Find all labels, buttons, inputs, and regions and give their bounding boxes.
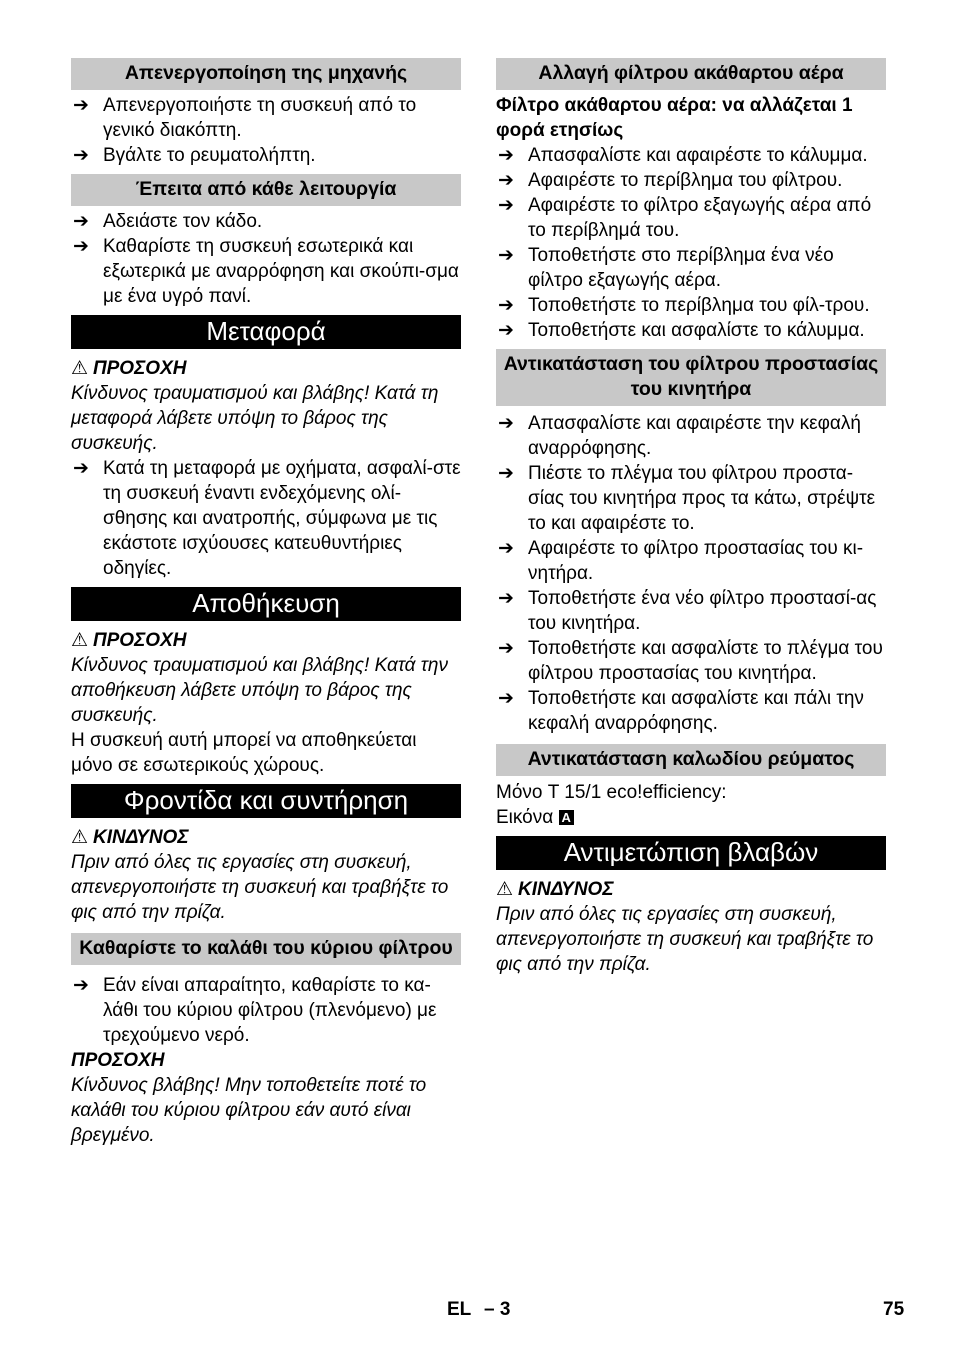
arrow-icon: ➔ [498, 638, 514, 659]
warning-triangle-icon: ⚠ [71, 630, 89, 651]
arrow-icon: ➔ [73, 145, 89, 166]
list-item: ➔ Τοποθετήστε ένα νέο φίλτρο προστασί-ας του κινητήρα. [498, 588, 877, 634]
arrow-icon: ➔ [498, 538, 514, 559]
heading-after-operation: Έπειτα από κάθε λειτουργία [71, 174, 461, 206]
list-item: ➔ Βγάλτε το ρευματολήπτη. [73, 145, 316, 166]
arrow-icon: ➔ [498, 145, 514, 166]
danger-text: Πριν από όλες τις εργασίες στη συσκευή, απενεργοποιήστε τη συσκευή και τραβήξτε το φις από την πρίζα. [71, 852, 449, 923]
heading-storage: Αποθήκευση [71, 587, 461, 621]
warning-triangle-icon: ⚠ [496, 879, 514, 900]
danger-label: ⚠ ΚΙΝΔΥΝΟΣ [71, 827, 189, 848]
heading-filter-basket: Καθαρίστε το καλάθι του κύριου φίλτρου [71, 933, 461, 965]
figure-label: A [559, 810, 574, 825]
heading-shutdown: Απενεργοποίηση της μηχανής [71, 58, 461, 90]
arrow-icon: ➔ [73, 458, 89, 479]
list-item: ➔ Τοποθετήστε και ασφαλίστε το πλέγμα του φίλτρου προστασίας του κινητήρα. [498, 638, 883, 684]
arrow-icon: ➔ [498, 295, 514, 316]
storage-note: Η συσκευή αυτή μπορεί να αποθηκεύεται μόνο σε εσωτερικούς χώρους. [71, 730, 417, 776]
arrow-icon: ➔ [498, 170, 514, 191]
arrow-icon: ➔ [498, 245, 514, 266]
page-number: 75 [883, 1299, 905, 1320]
list-item: ➔ Τοποθετήστε και ασφαλίστε το κάλυμμα. [498, 320, 865, 341]
list-item: ➔ Εάν είναι απαραίτητο, καθαρίστε το κα-λάθι του κύριου φίλτρου (πλενόμενο) με τρεχούμενο νερό. [73, 975, 437, 1046]
warning-text: Κίνδυνος τραυματισμού και βλάβης! Κατά τη μεταφορά λάβετε υπόψη το βάρος της συσκευής. [71, 383, 439, 454]
caution-text: Κίνδυνος βλάβης! Μην τοποθετείτε ποτέ το καλάθι του κύριου φίλτρου εάν αυτό είναι βρεγμένο. [71, 1075, 427, 1146]
list-item: ➔ Αφαιρέστε το φίλτρο προστασίας του κι-νητήρα. [498, 538, 864, 584]
list-item: ➔ Τοποθετήστε στο περίβλημα ένα νέο φίλτρο εξαγωγής αέρα. [498, 245, 834, 291]
caution-label: ΠΡΟΣΟΧΗ [71, 1050, 165, 1071]
arrow-icon: ➔ [73, 211, 89, 232]
heading-power-cable: Αντικατάσταση καλωδίου ρεύματος [496, 744, 886, 776]
list-item: ➔ Καθαρίστε τη συσκευή εσωτερικά και εξωτερικά με αναρρόφηση και σκούπι-σμα με ένα υγρό πανί. [73, 236, 459, 307]
list-item: ➔ Αφαιρέστε το περίβλημα του φίλτρου. [498, 170, 843, 191]
heading-exhaust-filter: Αλλαγή φίλτρου ακάθαρτου αέρα [496, 58, 886, 90]
arrow-icon: ➔ [498, 463, 514, 484]
footer-language: EL [447, 1299, 472, 1320]
arrow-icon: ➔ [498, 413, 514, 434]
arrow-icon: ➔ [498, 588, 514, 609]
arrow-icon: ➔ [498, 320, 514, 341]
left-column [71, 58, 461, 1148]
right-column [496, 58, 886, 977]
list-item: ➔ Απασφαλίστε και αφαιρέστε την κεφαλή αναρρόφησης. [498, 413, 861, 459]
heading-care-maintenance: Φροντίδα και συντήρηση [71, 784, 461, 818]
heading-troubleshooting: Αντιμετώπιση βλαβών [496, 836, 886, 870]
danger-text: Πριν από όλες τις εργασίες στη συσκευή, απενεργοποιήστε τη συσκευή και τραβήξτε το φις από την πρίζα. [496, 904, 874, 975]
warning-label: ⚠ ΠΡΟΣΟΧΗ [71, 358, 187, 379]
list-item: ➔ Αδειάστε τον κάδο. [73, 211, 263, 232]
arrow-icon: ➔ [498, 195, 514, 216]
arrow-icon: ➔ [73, 975, 89, 996]
heading-motor-filter: Αντικατάσταση του φίλτρου προστασίας του κινητήρα [496, 349, 886, 406]
arrow-icon: ➔ [73, 236, 89, 257]
list-item: ➔ Κατά τη μεταφορά με οχήματα, ασφαλί-στε τη συσκευή έναντι ενδεχόμενης ολί-σθησης και ανατροπής, σύμφωνα με τις εκάστοτε ισχύουσες κατευθυντήριες οδηγίες. [73, 458, 461, 579]
list-item: ➔ Πιέστε το πλέγμα του φίλτρου προστα-σίας του κινητήρα προς τα κάτω, στρέψτε το και αφαιρέστε το. [498, 463, 876, 534]
list-item: ➔ Απενεργοποιήστε τη συσκευή από το γενικό διακόπτη. [73, 95, 417, 141]
arrow-icon: ➔ [73, 95, 89, 116]
warning-triangle-icon: ⚠ [71, 827, 89, 848]
heading-transport: Μεταφορά [71, 315, 461, 349]
list-item: ➔ Απασφαλίστε και αφαιρέστε το κάλυμμα. [498, 145, 868, 166]
exhaust-filter-note: Φίλτρο ακάθαρτου αέρα: να αλλάζεται 1 φορά ετησίως [496, 95, 853, 141]
footer-section: – 3 [484, 1299, 511, 1320]
warning-triangle-icon: ⚠ [71, 358, 89, 379]
figure-reference: Εικόνα A [496, 805, 886, 830]
list-item: ➔ Τοποθετήστε το περίβλημα του φίλ-τρου. [498, 295, 870, 316]
warning-text: Κίνδυνος τραυματισμού και βλάβης! Κατά την αποθήκευση λάβετε υπόψη το βάρος της συσκευής. [71, 655, 448, 726]
cable-model-note: Μόνο T 15/1 eco!efficiency: [496, 782, 727, 803]
arrow-icon: ➔ [498, 688, 514, 709]
list-item: ➔ Αφαιρέστε το φίλτρο εξαγωγής αέρα από το περίβλημά του. [498, 195, 872, 241]
list-item: ➔ Τοποθετήστε και ασφαλίστε και πάλι την κεφαλή αναρρόφησης. [498, 688, 864, 734]
danger-label: ⚠ ΚΙΝΔΥΝΟΣ [496, 879, 614, 900]
warning-label: ⚠ ΠΡΟΣΟΧΗ [71, 630, 187, 651]
